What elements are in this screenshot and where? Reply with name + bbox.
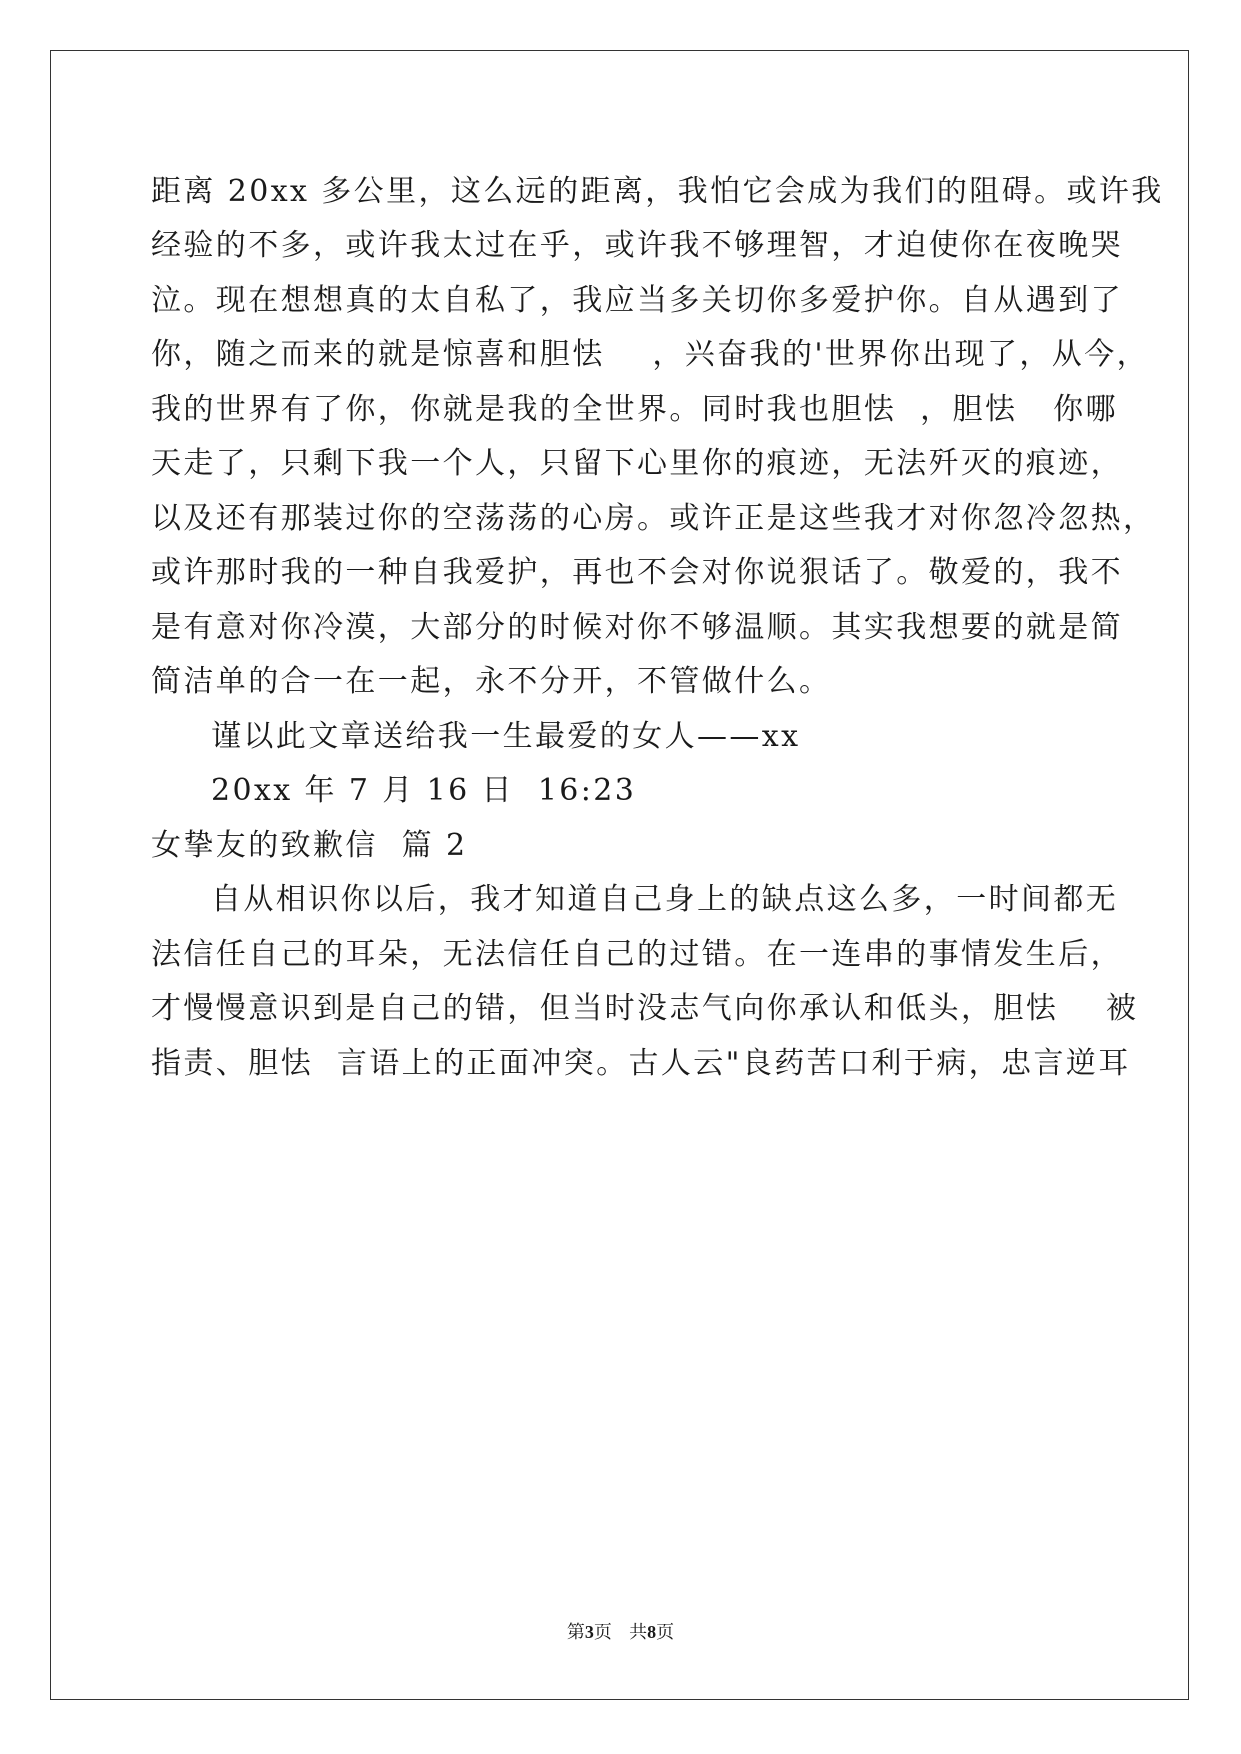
- date-line: 20xx 年 7 月 16 日 16:23: [211, 773, 637, 808]
- footer-page-current: 3: [584, 1622, 594, 1642]
- footer-suffix: 页: [656, 1622, 675, 1643]
- body-line-5: 我的世界有了你，你就是我的全世界。同时我也胆怯 ，胆怯 你哪: [151, 392, 1118, 427]
- section-line-3: 才慢慢意识到是自己的错，但当时没志气向你承认和低头，胆怯 被: [151, 991, 1139, 1026]
- dedication-line: 谨以此文章送给我一生最爱的女人——xx: [211, 719, 801, 754]
- body-line-8: 或许那时我的一种自我爱护，再也不会对你说狠话了。敬爱的，我不: [151, 555, 1123, 590]
- body-line-1: 距离 20xx 多公里，这么远的距离，我怕它会成为我们的阻碍。或许我: [151, 174, 1164, 209]
- body-line-4: 你，随之而来的就是惊喜和胆怯 ，兴奋我的'世界你出现了，从今，: [151, 337, 1149, 372]
- section-line-4: 指责、胆怯 言语上的正面冲突。古人云"良药苦口利于病，忠言逆耳: [151, 1046, 1131, 1081]
- section-line-1: 自从相识你以后，我才知道自己身上的缺点这么多，一时间都无: [211, 882, 1119, 917]
- section-title: 女挚友的致歉信 篇 2: [151, 828, 468, 863]
- body-line-7: 以及还有那装过你的空荡荡的心房。或许正是这些我才对你忽冷忽热，: [151, 501, 1156, 536]
- footer-page-total: 8: [647, 1622, 657, 1642]
- body-line-10: 简洁单的合一在一起，永不分开，不管做什么。: [151, 664, 832, 699]
- body-line-9: 是有意对你冷漠，大部分的时候对你不够温顺。其实我想要的就是简: [151, 610, 1123, 645]
- body-line-2: 经验的不多，或许我太过在乎，或许我不够理智，才迫使你在夜晚哭: [151, 228, 1123, 263]
- section-line-2: 法信任自己的耳朵，无法信任自己的过错。在一连串的事情发生后，: [151, 937, 1123, 972]
- body-line-3: 泣。现在想想真的太自私了，我应当多关切你多爱护你。自从遇到了: [151, 283, 1123, 318]
- footer-mid: 页 共: [593, 1622, 648, 1643]
- page-footer: [0, 1621, 1241, 1644]
- footer-prefix: 第: [566, 1622, 585, 1643]
- body-line-6: 天走了，只剩下我一个人，只留下心里你的痕迹，无法歼灭的痕迹，: [151, 446, 1123, 481]
